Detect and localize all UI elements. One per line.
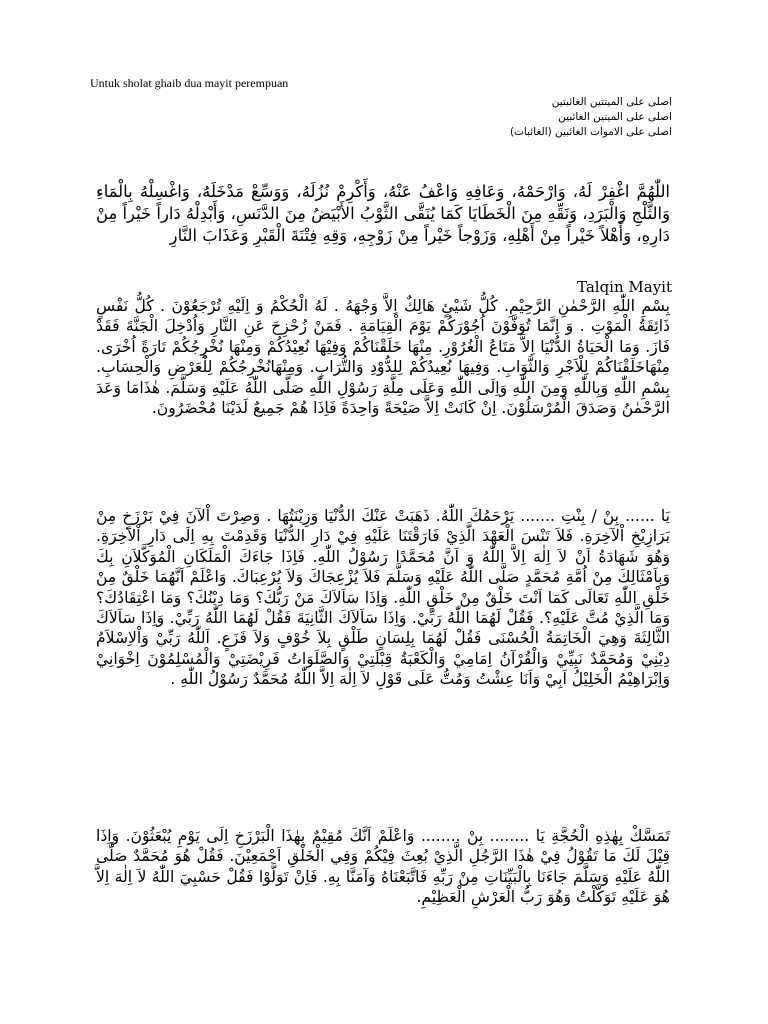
talqin-paragraph: تَمَسَّكْ بِهٰذِهِ الْحُجَّةِ يَا ........ بِنْ ........ وَاعْلَمْ اَنَّكَ مُقِيْمٌ بِهٰذَا الْبَرْزَخِ اِلَى يَوْمِ يُبْعَثُوْنَ. وَاِذَا قِيْلَ لَكَ مَا تَقُوْلُ فِيْ هٰذَا الرَّجُلِ الَّذِيْ بُعِثَ فِيْكُمْ وَفِي الْخَلْقِ اَجْمَعِيْنَ. فَقُلْ هُوَ مُحَمَّدٌ صَلَّى اللّٰهُ عَلَيْهِ وَسَلَّمَ جَاءَنَا بِالْبَيِّنَاتِ مِنْ رَبِّهِ فَاتَّبَعْنَاهُ وَآمَنَّا بِهِ. فَاِنْ تَوَلَّوْا فَقُلْ حَسْبِيَ اللّٰهُ لاَ اِلٰهَ اِلاَّ هُوَ عَلَيْهِ تَوَكَّلْتُ وَهُوَ رَبُّ الْعَرْشِ الْعَظِيْمِ. <box>96 827 670 907</box>
doa-paragraph: اللّٰهُمَّ اغْفِرْ لَهُ، وَارْحَمْهُ، وَعَافِهِ وَاعْفُ عَنْهُ، وَأَكْرِمْ نُزُلَهُ، وَوَسِّعْ مَدْخَلَهُ، وَاغْسِلْهُ بِالْمَاءِ وَالثَّلْجِ وَالْبَرَدِ، وَنَقِّهِ مِنَ الْخَطَايَا كَمَا يُنَقَّى الثَّوْبُ الأَبْيَضُ مِنَ الدَّنَسِ، وَأَبْدِلْهُ دَاراً خَيْراً مِنْ دَارِهِ، وَأَهْلاً خَيْراً مِنْ أَهْلِهِ، وَزَوْجاً خَيْراً مِنْ زَوْجِهِ، وَقِهِ فِتْنَةَ الْقَبْرِ وَعَذَابَ النَّارِ <box>96 182 670 245</box>
talqin-paragraph: بِسْمِ اللّٰهِ الرَّحْمٰنِ الرَّحِيْمِ. كُلُّ شَيْئٍ هَالِكٌ اِلاَّ وَجْهَهُ . لَهُ الْحُكْمُ وَ اِلَيْهِ تُرْجَعُوْنَ . كُلُّ نَفْسٍ ذَائِقَةُ الْمَوْتِ . وَ اِنَّمَا تُوَفَّوْنَ اُجُوْرَكُمْ يَوْمَ الْقِيَامَةِ . فَمَنْ زُحْزِحَ عَنِ النَّارِ وَاُدْخِلَ الْجَنَّةَ فَقَدْ فَازَ. وَمَا الْحَيَاةُ الدُّنْيَا اِلاَّ مَتَاعُ الْغُرُوْرِ. مِنْهَا خَلَقْنَاكُمْ وَفِيْهَا نُعِيْدُكُمْ وَمِنْهَا نُخْرِجُكُمْ تَارَةً اُخْرَى. مِنْهَاخَلَقْنَاكُمْ لِلْاَجْرِ وَالثَّوَابِ. وَفِيهَا نُعِيدُكُمْ لِلدُّوْدِ وَالتُّرَابِ. وَمِنْهَانُخْرِجُكُمْ لِلْعَرْضِ وَالْحِسَابِ. بِسْمِ اللّٰهِ وَبِاللّٰهِ وَمِنَ اللّٰهِ وَاِلَى اللّٰهِ وَعَلَى مِلَّةِ رَسُوْلِ اللّٰهِ صَلَّى اللّٰهُ عَلَيْهِ وَسَلَّمَ. هٰذَامَا وَعَدَ الرَّحْمٰنُ وَصَدَقَ الْمُرْسَلُوْنَ. اِنْ كَانَتْ اِلاَّ صَيْحَةً وَاحِدَةً فَاِذَا هُمْ جَمِيعٌ لَدَيْنَا مُحْضَرُونَ. <box>96 297 670 418</box>
niat-line: اصلى على الاموات الغائبين (الغائبات) <box>509 126 672 138</box>
niat-line: اصلى على الميتتين الغائبتين <box>551 96 672 108</box>
niat-line: اصلى على الميتين الغائبين <box>558 111 672 123</box>
intro-line: Untuk sholat ghaib dua mayit perempuan <box>90 76 289 90</box>
talqin-paragraph: يَا ...... بِنْ / بِنْتِ ....... يَرْحَمُكَ اللّٰهُ. ذَهَبَتْ عَنْكَ الدُّنْيَا وَزِيْنَتُهَا . وَصِرْتَ اْلآنَ فِيْ بَرْزَخٍ مِنْ بَرَازِيْخِ اْلآخِرَةِ. فَلاَ تَنْسَ الْعَهْدَ الَّذِيْ فَارَقْتَنَا عَلَيْهِ فِيْ دَارِ الدُّنْيَا وَقَدِمْتَ بِهِ اِلَى دَارِ اْلآخِرَةِ. وَهُوَ شَهَادَةُ اَنْ لاَ اِلٰهَ اِلاَّ اللّٰهُ وَ اَنَّ مُحَمَّدًا رَسُوْلُ اللّٰهِ. فَاِذَا جَاءَكَ الْمَلَكَانِ الْمُوَكَّلاَنِ بِكَ وَبِاَمْثَالِكَ مِنْ اُمَّةِ مُحَمَّدٍ صَلَّى اللّٰهُ عَلَيْهِ وَسَلَّمَ فَلاَ يُزْعِجَاكَ وَلاَ يُرْعِبَاكَ. وَاعْلَمْ اَنَّهُمَا خَلْقٌ مِنْ خَلْقِ اللّٰهِ تَعَالَى كَمَا اَنْتَ خَلْقٌ مِنْ خَلْقِ اللّٰهِ. وَاِذَا سَاَلاَكَ مَنْ رَبُّكَ؟ وَمَا دِيْنُكَ؟ وَمَا اعْتِقَادُكَ؟ وَمَا الَّذِيْ مُتَّ عَلَيْهِ؟. فَقُلْ لَهُمَا اللّٰهُ رَبِّيْ. وَاِذَا سَاَلاَكَ الثَّانِيَةَ فَقُلْ لَهُمَا اللّٰهُ رَبِّيْ. وَاِذَا سَاَلاَكَ الثَّالِثَةَ وَهِيَ الْخَاتِمَةُ الْحُسْنَى فَقُلْ لَهُمَا بِلِسَانٍ طَلْقٍ بِلاَ خُوْفٍ وَلاَ فَزَعٍ. اَللّٰهُ رَبِّيْ وَاْلاِسْلاَمُ دِيْنِيْ وَمُحَمَّدٌ نَبِيِّيْ وَالْقُرْآنُ اِمَامِيْ وَالْكَعْبَةُ قِبْلَتِيْ وَالصَّلَوَاتُ فَرِيْضَتِيْ وَالْمُسْلِمُوْنَ اِخْوَانِيْ وَاِبْرَاهِيْمُ الْخَلِيْلُ اَبِيْ وَاَنَا عِشْتُ وَمُتُّ عَلَى قَوْلِ لاَ اِلٰهَ اِلاَّ اللّٰهُ مُحَمَّدٌ رَسُوْلُ اللّٰهِ . <box>96 507 670 689</box>
talqin-title: Talqin Mayit <box>576 278 672 296</box>
niat-block <box>112 95 672 140</box>
